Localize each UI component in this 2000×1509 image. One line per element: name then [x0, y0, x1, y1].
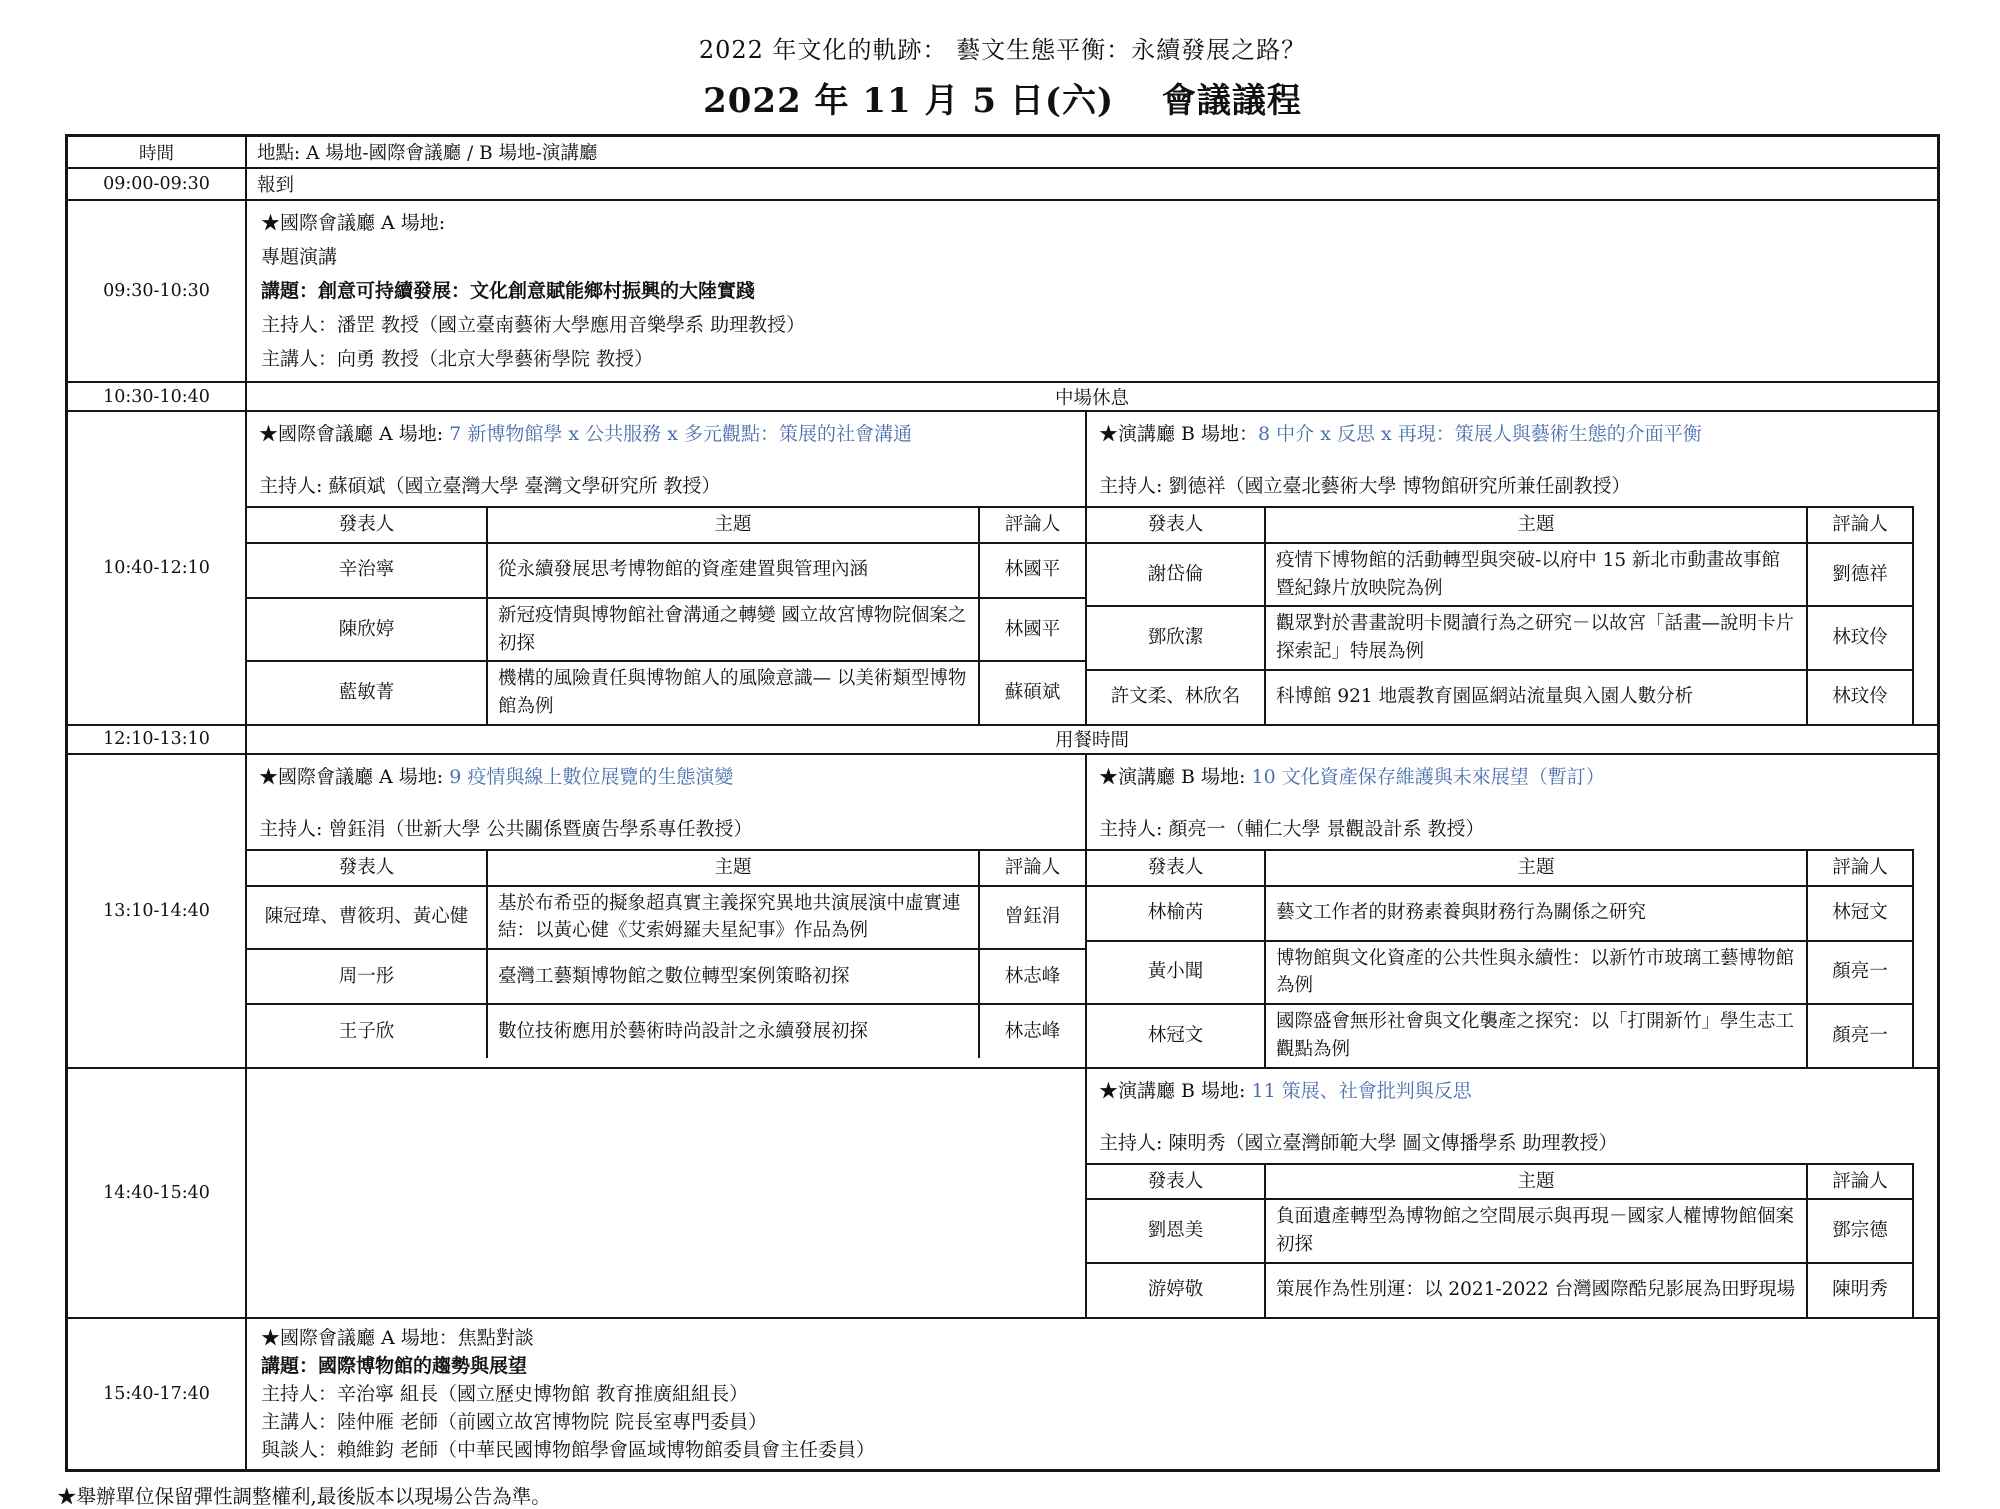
- presentation-row: [1087, 669, 1912, 724]
- session-panel-a: [247, 412, 1085, 724]
- conference-subtitle: 2022 年文化的軌跡： 藝文生態平衡：永續發展之路？: [698, 36, 1307, 64]
- session-host: 主持人: 劉德祥（國立臺北藝術大學 博物館研究所兼任副教授）: [1099, 475, 1631, 497]
- session-split: [247, 412, 1937, 724]
- closing-speaker: 主講人：陸仲雁 老師（前國立故宮博物院 院長室專門委員）: [261, 1410, 768, 1433]
- closing-topic: 講題：國際博物館的趨勢與展望: [261, 1354, 528, 1377]
- session-panel-a-empty: [247, 1069, 1085, 1317]
- session-head: [1087, 1069, 1937, 1104]
- session-panel-b: [1085, 1069, 1937, 1317]
- presentation-row: [247, 1003, 1085, 1058]
- presenter-name: 陳欣婷: [247, 599, 488, 661]
- session-title: 7 新博物館學 x 公共服務 x 多元觀點：策展的社會溝通: [449, 423, 912, 445]
- table-row: [68, 381, 1937, 410]
- presenter-name: 藍敏菁: [247, 662, 488, 724]
- footnote: ★舉辦單位保留彈性調整權利,最後版本以現場公告為準。: [57, 1484, 551, 1508]
- presentation-topic: 負面遺產轉型為博物館之空間展示與再現－國家人權博物館個案初探: [1276, 1206, 1795, 1255]
- presenter-name: 陳冠瑋、曹筱玥、黃心健: [247, 887, 488, 949]
- col-presenter: 發表人: [247, 508, 488, 542]
- agenda-table: [65, 134, 1940, 1472]
- session-panel-a: [247, 755, 1085, 1067]
- session-venue: ★演講廳 B 場地:: [1099, 1079, 1252, 1102]
- col-commentator: 評論人: [978, 851, 1085, 885]
- presenter-name: 周一彤: [247, 950, 488, 1003]
- presentation-row: [247, 948, 1085, 1003]
- time-cell: 09:30-10:30: [68, 201, 247, 381]
- keynote-topic: 講題：創意可持續發展：文化創意賦能鄉村振興的大陸實踐: [261, 280, 756, 302]
- presentation-row: [247, 597, 1085, 661]
- presentation-row: [247, 542, 1085, 597]
- session-venue: ★演講廳 B 場地：: [1099, 423, 1259, 445]
- presentation-table: [1087, 506, 1914, 724]
- table-row: [68, 167, 1937, 199]
- session-split: [247, 1069, 1937, 1317]
- closing-host: 主持人：辛治寧 組長（國立歷史博物館 教育推廣組組長）: [261, 1382, 749, 1405]
- presenter-name: 辛治寧: [247, 544, 488, 597]
- session-host: 主持人: 曾鈺涓（世新大學 公共關係暨廣告學系專任教授）: [259, 817, 753, 840]
- agenda-container: [57, 30, 1940, 1509]
- col-topic: 主題: [1517, 856, 1555, 878]
- table-row: [68, 1317, 1937, 1469]
- agenda-page: [0, 30, 2000, 1508]
- presentation-table-header: [1087, 1165, 1912, 1199]
- presentation-table-header: [247, 851, 1085, 885]
- commentator-name: 林國平: [978, 544, 1085, 597]
- session-title: 8 中介 x 反思 x 再現：策展人與藝術生態的介面平衡: [1258, 423, 1702, 445]
- presenter-name: 林榆芮: [1087, 887, 1266, 940]
- presentation-table: [247, 506, 1085, 724]
- presentation-table-header: [1087, 508, 1912, 542]
- keynote-venue: ★國際會議廳 A 場地:: [261, 212, 446, 234]
- presentation-topic: 機構的風險責任與博物館人的風險意識— 以美術類型博物館為例: [498, 668, 967, 717]
- presentation-table: [247, 849, 1085, 1058]
- commentator-name: 顏亮一: [1806, 1005, 1912, 1067]
- presenter-name: 黃小聞: [1087, 942, 1266, 1004]
- commentator-name: 林志峰: [978, 950, 1085, 1003]
- session-panel-b: [1085, 412, 1937, 724]
- session-venue: ★演講廳 B 場地:: [1099, 765, 1252, 788]
- commentator-name: 曾鈺涓: [978, 887, 1085, 949]
- closing-cell: [247, 1319, 1937, 1469]
- col-commentator: 評論人: [1806, 508, 1912, 542]
- time-column-header: 時間: [68, 137, 247, 167]
- commentator-name: 林志峰: [978, 1005, 1085, 1058]
- col-topic: 主題: [714, 856, 752, 878]
- commentator-name: 蘇碩斌: [978, 662, 1085, 724]
- presentation-row: [1087, 1003, 1912, 1067]
- col-commentator: 評論人: [1806, 1165, 1912, 1199]
- time-cell: 10:40-12:10: [68, 412, 247, 724]
- time-cell: 15:40-17:40: [68, 1319, 247, 1469]
- presentation-row: [1087, 940, 1912, 1004]
- col-presenter: 發表人: [1087, 508, 1266, 542]
- presentation-topic: 策展作為性別運：以 2021-2022 台灣國際酷兒影展為田野現場: [1276, 1279, 1796, 1301]
- presentation-topic: 從永續發展思考博物館的資產建置與管理內涵: [498, 559, 869, 581]
- col-presenter: 發表人: [247, 851, 488, 885]
- presentation-topic: 藝文工作者的財務素養與財務行為關係之研究: [1276, 902, 1647, 924]
- presentation-topic: 科博館 921 地震教育園區網站流量與入園人數分析: [1276, 686, 1694, 708]
- keynote-format: 專題演講: [261, 246, 338, 268]
- presentation-topic: 博物館與文化資產的公共性與永續性：以新竹市玻璃工藝博物館為例: [1276, 947, 1795, 997]
- session-title: 11 策展、社會批判與反思: [1251, 1079, 1472, 1102]
- presenter-name: 王子欣: [247, 1005, 488, 1058]
- presentation-topic: 國際盛會無形社會與文化襲產之探究：以「打開新竹」學生志工觀點為例: [1276, 1011, 1795, 1060]
- presenter-name: 林冠文: [1087, 1005, 1266, 1067]
- location-header: 地點: A 場地-國際會議廳 / B 場地-演講廳: [257, 143, 598, 164]
- time-cell: 13:10-14:40: [68, 755, 247, 1067]
- table-row: [68, 753, 1937, 1067]
- session-split: [247, 755, 1937, 1067]
- commentator-name: 鄧宗德: [1806, 1200, 1912, 1262]
- registration-label: 報到: [257, 175, 295, 196]
- session-panel-b: [1085, 755, 1937, 1067]
- session-host: 主持人: 顏亮一（輔仁大學 景觀設計系 教授）: [1099, 817, 1485, 840]
- keynote-host: 主持人：潘罡 教授（國立臺南藝術大學應用音樂學系 助理教授）: [261, 314, 806, 336]
- presentation-table: [1087, 849, 1914, 1067]
- col-presenter: 發表人: [1087, 1165, 1266, 1199]
- presentation-row: [247, 885, 1085, 949]
- presenter-name: 劉恩美: [1087, 1200, 1266, 1262]
- presenter-name: 游婷敬: [1087, 1264, 1266, 1317]
- presentation-topic: 觀眾對於書畫說明卡閱讀行為之研究－以故宮「話畫—說明卡片探索記」特展為例: [1276, 613, 1795, 662]
- presentation-table: [1087, 1163, 1914, 1317]
- keynote-speaker: 主講人：向勇 教授（北京大學藝術學院 教授）: [261, 348, 654, 370]
- commentator-name: 顏亮一: [1806, 942, 1912, 1004]
- col-topic: 主題: [1517, 514, 1555, 535]
- lunch-label: 用餐時間: [1054, 730, 1129, 752]
- time-cell: 10:30-10:40: [68, 383, 247, 410]
- col-presenter: 發表人: [1087, 851, 1266, 885]
- col-topic: 主題: [714, 514, 752, 535]
- table-header-row: [68, 137, 1937, 167]
- commentator-name: 劉德祥: [1806, 544, 1912, 606]
- col-topic: 主題: [1517, 1170, 1555, 1192]
- table-row: [68, 1067, 1937, 1317]
- presentation-row: [1087, 1262, 1912, 1317]
- commentator-name: 林冠文: [1806, 887, 1912, 940]
- session-host: 主持人: 蘇碩斌（國立臺灣大學 臺灣文學研究所 教授）: [259, 475, 721, 497]
- col-commentator: 評論人: [1806, 851, 1912, 885]
- keynote-cell: [247, 201, 1937, 381]
- closing-venue: ★國際會議廳 A 場地：焦點對談: [261, 1326, 534, 1349]
- commentator-name: 林玟伶: [1806, 671, 1912, 724]
- session-title: 9 疫情與線上數位展覽的生態演變: [449, 765, 734, 788]
- presentation-row: [1087, 605, 1912, 669]
- page-title: 2022 年 11 月 5 日(六) 會議議程: [703, 81, 1302, 121]
- commentator-name: 陳明秀: [1806, 1264, 1912, 1317]
- session-venue: ★國際會議廳 A 場地:: [259, 423, 450, 445]
- presenter-name: 許文柔、林欣名: [1087, 671, 1266, 724]
- session-venue: ★國際會議廳 A 場地:: [259, 765, 450, 788]
- presentation-topic: 數位技術應用於藝術時尚設計之永續發展初探: [498, 1020, 869, 1042]
- presenter-name: 鄧欣潔: [1087, 607, 1266, 669]
- presentation-table-header: [247, 508, 1085, 542]
- presentation-topic: 臺灣工藝類博物館之數位轉型案例策略初探: [498, 965, 850, 987]
- presentation-topic: 基於布希亞的擬象超真實主義探究異地共演展演中虛實連結：以黃心健《艾索姆羅夫星紀事》作品為例: [498, 892, 961, 942]
- time-cell: 09:00-09:30: [68, 169, 247, 199]
- presentation-table-header: [1087, 851, 1912, 885]
- session-head: [247, 412, 1085, 447]
- presenter-name: 謝岱倫: [1087, 544, 1266, 606]
- session-host: 主持人: 陳明秀（國立臺灣師範大學 圖文傳播學系 助理教授）: [1099, 1131, 1618, 1154]
- table-row: [68, 724, 1937, 753]
- presentation-row: [1087, 1198, 1912, 1262]
- table-row: [68, 410, 1937, 724]
- time-cell: 14:40-15:40: [68, 1069, 247, 1317]
- session-head: [1087, 412, 1937, 447]
- commentator-name: 林玟伶: [1806, 607, 1912, 669]
- session-head: [247, 755, 1085, 790]
- presentation-row: [1087, 542, 1912, 606]
- table-row: [68, 199, 1937, 381]
- time-cell: 12:10-13:10: [68, 726, 247, 753]
- presentation-topic: 疫情下博物館的活動轉型與突破-以府中 15 新北市動畫故事館暨紀錄片放映院為例: [1276, 549, 1781, 599]
- presentation-row: [1087, 885, 1912, 940]
- commentator-name: 林國平: [978, 599, 1085, 661]
- break-label: 中場休息: [1054, 387, 1129, 409]
- presentation-row: [247, 660, 1085, 724]
- col-commentator: 評論人: [978, 508, 1085, 542]
- closing-panelist: 與談人：賴維鈞 老師（中華民國博物館學會區域博物館委員會主任委員）: [261, 1438, 876, 1461]
- session-head: [1087, 755, 1937, 790]
- presentation-topic: 新冠疫情與博物館社會溝通之轉變 國立故宮博物院個案之初探: [498, 604, 967, 654]
- session-title: 10 文化資產保存維護與未來展望（暫訂）: [1251, 765, 1605, 788]
